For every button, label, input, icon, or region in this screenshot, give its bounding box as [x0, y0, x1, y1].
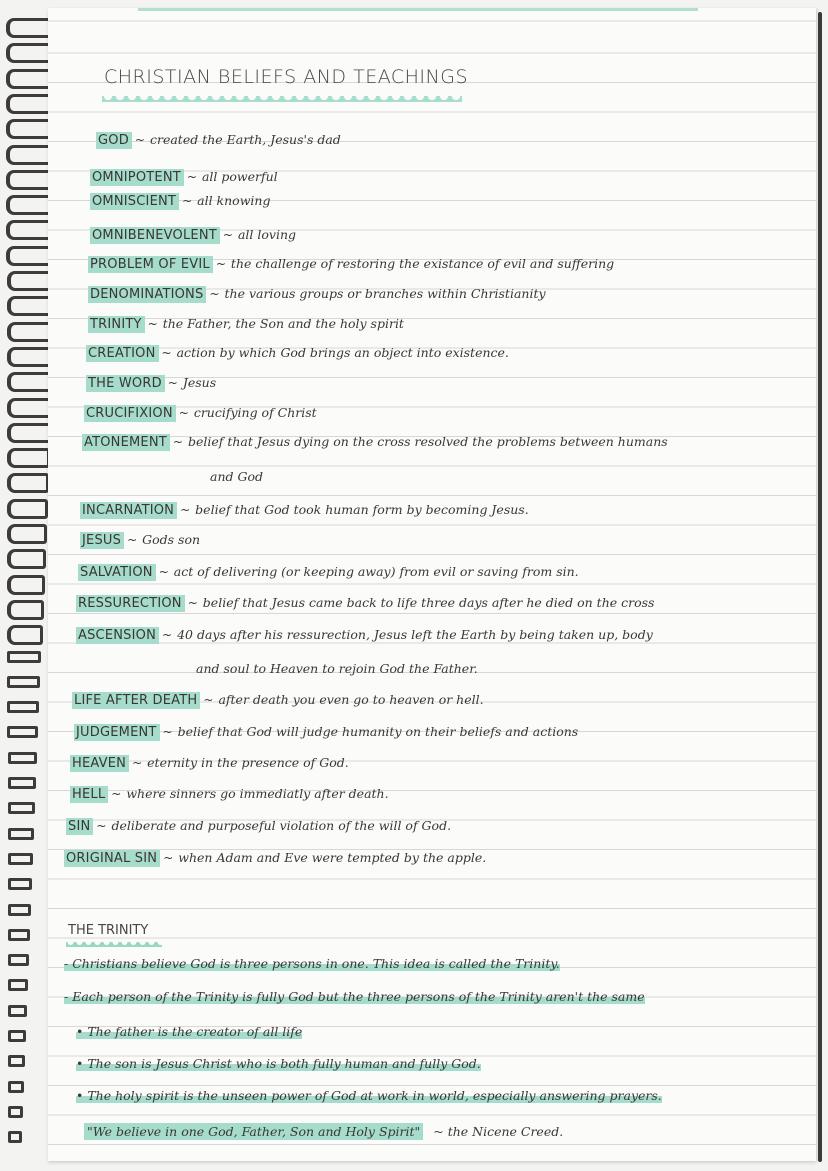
spiral-coil	[8, 929, 30, 941]
glossary-row	[78, 564, 579, 581]
spiral-coil	[8, 1055, 25, 1067]
tilde-separator: ~	[222, 228, 233, 242]
trinity-bullet	[76, 1088, 662, 1103]
spiral-coil	[8, 752, 38, 764]
glossary-row	[90, 193, 270, 210]
glossary-row	[76, 627, 653, 644]
tilde-separator: ~	[158, 565, 169, 579]
spiral-coil	[7, 372, 53, 392]
glossary-term: GOD	[96, 132, 132, 149]
spiral-coil	[7, 575, 45, 595]
glossary-term: LIFE AFTER DEATH	[72, 692, 200, 709]
glossary-definition: after death you even go to heaven or hell.	[218, 692, 484, 707]
glossary-row	[96, 132, 341, 149]
glossary-definition: all loving	[237, 227, 297, 242]
tilde-separator: ~	[127, 533, 138, 547]
glossary-definition-continuation: and God	[210, 469, 263, 484]
spiral-coil	[8, 777, 37, 789]
spiral-coil	[7, 549, 46, 569]
spiral-coil	[8, 1081, 24, 1093]
spiral-coil	[8, 1131, 22, 1143]
spiral-coil	[8, 1005, 27, 1017]
glossary-definition: act of delivering (or keeping away) from evil or saving from sin.	[173, 564, 579, 579]
glossary-definition: Jesus	[182, 375, 217, 390]
tilde-separator: ~	[134, 133, 145, 147]
glossary-row	[82, 434, 668, 451]
tilde-separator: ~	[203, 693, 214, 707]
spiral-coil	[8, 853, 33, 865]
trinity-bullet	[76, 1024, 302, 1039]
glossary-definition: belief that Jesus came back to life three days after he died on the cross	[202, 595, 655, 610]
glossary-term: ATONEMENT	[82, 434, 170, 451]
glossary-row	[70, 755, 349, 772]
tilde-separator: ~	[178, 406, 189, 420]
glossary-row	[64, 850, 486, 867]
trinity-bullet	[76, 1056, 481, 1071]
glossary-definition: the Father, the Son and the holy spirit	[162, 316, 404, 331]
glossary-definition: all knowing	[197, 193, 271, 208]
title-wavy-underline	[102, 96, 462, 102]
glossary-definition: crucifying of Christ	[193, 405, 317, 420]
glossary-term: DENOMINATIONS	[88, 286, 206, 303]
spiral-coil	[8, 828, 34, 840]
tilde-separator: ~	[209, 287, 220, 301]
tilde-separator: ~	[215, 257, 226, 271]
glossary-row	[80, 532, 200, 549]
glossary-term: CREATION	[86, 345, 159, 362]
spiral-coil	[8, 878, 32, 890]
glossary-row	[76, 595, 654, 612]
tilde-separator: ~	[167, 376, 178, 390]
spiral-coil	[7, 625, 43, 645]
spiral-coil	[7, 600, 44, 620]
glossary-definition: where sinners go immediatly after death.	[126, 786, 389, 801]
trinity-point-text: - Each person of the Trinity is fully God but the three persons of the Trinity aren't the same	[64, 989, 645, 1004]
tilde-separator: ~	[180, 503, 191, 517]
section-heading-trinity: THE TRINITY	[68, 923, 149, 938]
spiral-coil	[7, 398, 52, 418]
notebook-page	[48, 8, 816, 1161]
glossary-row	[90, 227, 296, 244]
glossary-definition: belief that God will judge humanity on their beliefs and actions	[177, 724, 579, 739]
glossary-definition: the various groups or branches within Christianity	[224, 286, 546, 301]
spiral-coil	[8, 979, 28, 991]
glossary-term: ORIGINAL SIN	[64, 850, 160, 867]
nicene-creed-quote	[84, 1124, 563, 1139]
tilde-separator: ~	[162, 725, 173, 739]
spiral-coil	[8, 802, 35, 814]
trinity-bullet-text: • The father is the creator of all life	[76, 1024, 303, 1039]
glossary-term: RESSURECTION	[76, 595, 185, 612]
glossary-term: HEAVEN	[70, 755, 129, 772]
glossary-row	[88, 316, 404, 333]
tilde-separator: ~	[147, 317, 158, 331]
glossary-term: OMNISCIENT	[90, 193, 179, 210]
glossary-term: SIN	[66, 818, 93, 835]
spiral-coil	[7, 726, 38, 738]
page-edge-shadow	[818, 12, 822, 1162]
tilde-separator: ~	[187, 596, 198, 610]
glossary-row	[84, 405, 317, 422]
trinity-bullet-text: • The holy spirit is the unseen power of God at work in world, especially answering prayers.	[76, 1088, 662, 1103]
spiral-coil	[7, 448, 50, 468]
trinity-point-text: - Christians believe God is three persons in one. This idea is called the Trinity.	[64, 956, 560, 971]
glossary-row	[88, 256, 614, 273]
glossary-row	[66, 818, 451, 835]
glossary-term: PROBLEM OF EVIL	[88, 256, 213, 273]
glossary-term: JESUS	[80, 532, 124, 549]
glossary-definition: created the Earth, Jesus's dad	[149, 132, 341, 147]
spiral-coil	[7, 651, 41, 663]
tilde-separator: ~	[182, 194, 193, 208]
trinity-point	[64, 956, 560, 971]
glossary-definition: eternity in the presence of God.	[147, 755, 349, 770]
glossary-definition: the challenge of restoring the existance of evil and suffering	[230, 256, 615, 271]
quote-source: ~ the Nicene Creed.	[433, 1124, 564, 1139]
page-title: CHRISTIAN BELIEFS AND TEACHINGS	[104, 66, 469, 88]
tilde-separator: ~	[161, 346, 172, 360]
spiral-coil	[7, 499, 48, 519]
glossary-definition: action by which God brings an object into existence.	[176, 345, 509, 360]
spiral-coil	[7, 524, 47, 544]
glossary-term: SALVATION	[78, 564, 156, 581]
spiral-coil	[8, 1106, 23, 1118]
glossary-row	[88, 286, 546, 303]
glossary-term: ASCENSION	[76, 627, 159, 644]
spiral-coil	[8, 1030, 26, 1042]
spiral-coil	[7, 701, 39, 713]
glossary-term: INCARNATION	[80, 502, 177, 519]
glossary-row	[90, 169, 278, 186]
glossary-definition: deliberate and purposeful violation of the will of God.	[111, 818, 452, 833]
glossary-definition-continuation: and soul to Heaven to rejoin God the Father.	[196, 661, 478, 676]
glossary-row	[86, 375, 216, 392]
tilde-separator: ~	[111, 787, 122, 801]
glossary-term: CRUCIFIXION	[84, 405, 176, 422]
tilde-separator: ~	[96, 819, 107, 833]
spiral-coil	[8, 954, 29, 966]
glossary-term: THE WORD	[86, 375, 165, 392]
tilde-separator: ~	[186, 170, 197, 184]
glossary-row	[70, 786, 389, 803]
glossary-term: JUDGEMENT	[74, 724, 160, 741]
glossary-term: OMNIPOTENT	[90, 169, 184, 186]
glossary-term: TRINITY	[88, 316, 145, 333]
tilde-separator: ~	[163, 851, 174, 865]
spiral-coil	[8, 904, 31, 916]
spiral-coil	[7, 423, 51, 443]
glossary-row	[74, 724, 578, 741]
glossary-definition: 40 days after his ressurection, Jesus left the Earth by being taken up, body	[177, 627, 653, 642]
spiral-coil	[7, 676, 40, 688]
spiral-coil	[7, 347, 54, 367]
spiral-coil	[7, 473, 49, 493]
section-wavy-underline	[66, 942, 162, 947]
glossary-definition: belief that God took human form by becoming Jesus.	[195, 502, 529, 517]
quote-text: "We believe in one God, Father, Son and Holy Spirit"	[84, 1123, 423, 1140]
glossary-definition: Gods son	[142, 532, 201, 547]
glossary-definition: all powerful	[201, 169, 278, 184]
tilde-separator: ~	[132, 756, 143, 770]
tilde-separator: ~	[162, 628, 173, 642]
glossary-term: HELL	[70, 786, 108, 803]
glossary-row	[80, 502, 529, 519]
top-highlight-mark	[138, 8, 698, 11]
glossary-definition: belief that Jesus dying on the cross resolved the problems between humans	[187, 434, 668, 449]
glossary-row	[86, 345, 509, 362]
glossary-term: OMNIBENEVOLENT	[90, 227, 220, 244]
glossary-definition: when Adam and Eve were tempted by the apple.	[178, 850, 487, 865]
trinity-point	[64, 989, 645, 1004]
tilde-separator: ~	[172, 435, 183, 449]
trinity-bullet-text: • The son is Jesus Christ who is both fully human and fully God.	[76, 1056, 481, 1071]
glossary-row	[72, 692, 484, 709]
